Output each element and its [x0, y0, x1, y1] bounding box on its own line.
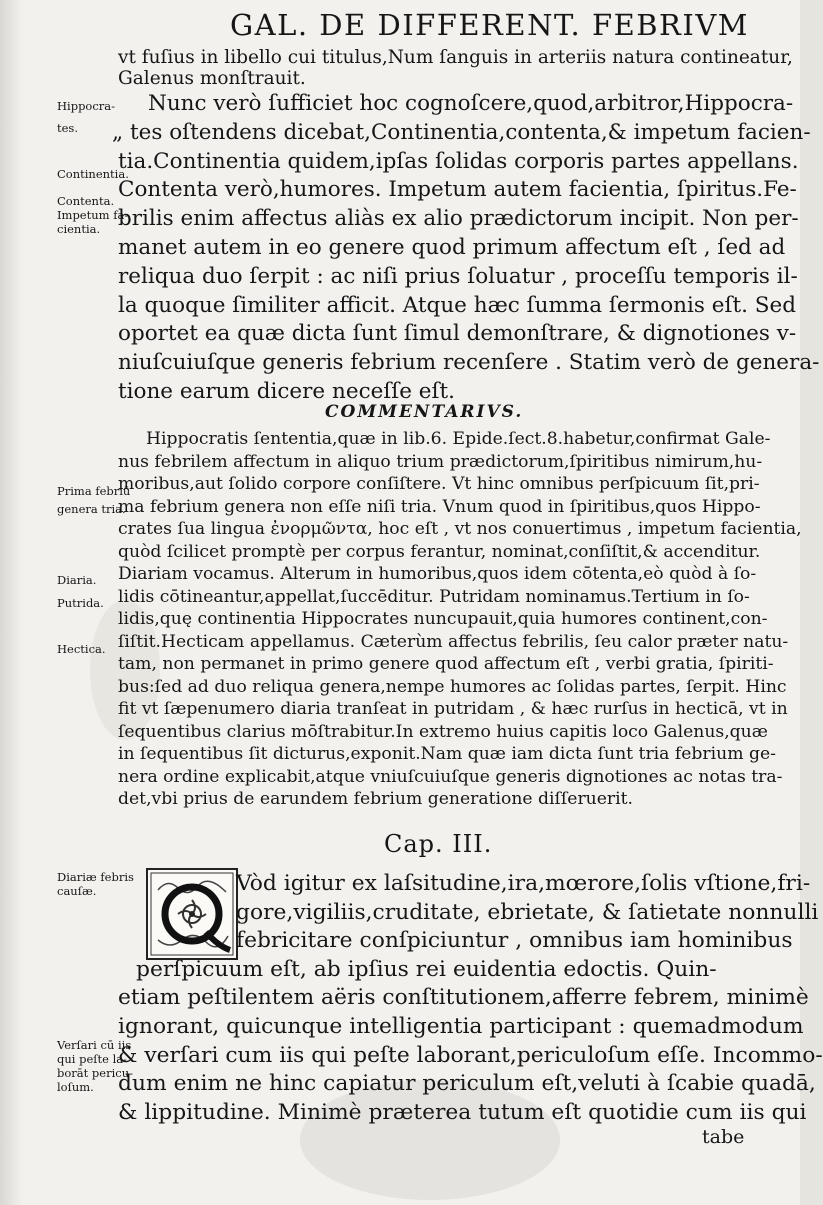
text-line: Hippocratis ſententia,quæ in lib.6. Epide.ſect.8.habetur,confirmat Gale-: [146, 429, 771, 449]
text-line: dum enim ne hinc capiatur periculum eſt,veluti à ſcabie quadā,: [118, 1071, 816, 1097]
running-header: GAL. DE DIFFERENT. FEBRIVM: [230, 8, 749, 42]
text-line: brilis enim affectus aliàs ex alio prædictorum incipit. Non per-: [118, 206, 799, 232]
text-line: ſiſtit.Hecticam appellamus. Cæterùm affectus febrilis, ſeu calor præter natu-: [118, 631, 789, 652]
text-line: & verſari cum iis qui peſte laborant,periculoſum eſſe. Incommo-: [118, 1042, 823, 1068]
margin-note: Impetum fa-: [57, 208, 129, 222]
text-line: manet autem in eo genere quod primum affectum eſt , ſed ad: [118, 234, 786, 260]
text-line: oportet ea quæ dicta ſunt ſimul demonſtrare, & dignotiones v-: [118, 321, 797, 347]
margin-note: Diariæ febris: [57, 870, 134, 884]
margin-note: tes.: [57, 121, 78, 135]
text-line: in ſequentibus ſit dicturus,exponit.Nam quæ iam dicta ſunt tria febrium ge-: [118, 744, 776, 764]
text-line: gore,vigiliis,cruditate, ebrietate, & ſatietate nonnulli: [236, 899, 819, 925]
text-line: moribus,aut ſolido corpore conſiſtere. Vt hinc omnibus perſpicuum ſit,pri-: [118, 474, 760, 494]
main-text: [112, 90, 820, 407]
text-line: vt fuſius in libello cui titulus,Num ſanguis in arteriis natura contineatur,: [118, 47, 793, 68]
chapter-title: Cap. III.: [384, 830, 493, 858]
text-line: etiam peſtilentem aëris conſtitutionem,afferre febrem, minimè: [118, 985, 809, 1011]
margin-note: Verſari cū iis: [57, 1038, 132, 1052]
text-line: niuſcuiuſque generis febrium recenſere . Statim verò de genera-: [118, 350, 820, 376]
text-line: Contenta verò,humores. Impetum autem facientia, ſpiritus.Fe-: [118, 177, 797, 203]
margin-note: Contenta.: [57, 194, 115, 208]
text-line: crates ſua lingua ἐνορμῶντα, hoc eſt , vt nos conuertimus , impetum facientia,: [118, 519, 802, 539]
text-line: la quoque ſimiliter afficit. Atque hæc ſumma ſermonis eſt. Sed: [118, 292, 796, 318]
text-line: ignorant, quicunque intelligentia participant : quemadmodum: [118, 1013, 804, 1039]
margin-note: Continentia.: [57, 167, 129, 181]
text-line: lidis cōtineantur,appellat,ſuccēditur. Putridam nominamus.Tertium in ſo-: [118, 586, 750, 607]
text-line: det,vbi prius de earundem febrium generatione diſſeruerit.: [118, 789, 633, 809]
chapter-text: [118, 870, 823, 1127]
text-line: febricitare conſpiciuntur , omnibus iam hominibus: [236, 928, 793, 954]
margin-note: genera tria.: [57, 502, 126, 516]
margin-note: qui peſte la-: [57, 1052, 128, 1066]
text-line: Vòd igitur ex laſsitudine,ira,mœrore,ſolis vſtione,fri-: [236, 871, 811, 896]
margin-note: Hectica.: [57, 642, 106, 656]
text-line: reliqua duo ſerpit : ac niſi prius ſoluatur , proceſſu temporis il-: [118, 263, 798, 289]
text-line: „ tes oſtendens dicebat,Continentia,contenta,& impetum facien-: [112, 119, 811, 145]
text-line: tia.Continentia quidem,ipſas ſolidas corporis partes appellans.: [118, 148, 799, 174]
margin-note: cauſæ.: [57, 884, 97, 898]
page-shadow-edge: [0, 0, 22, 1205]
text-line: nera ordine explicabit,atque vniuſcuiuſque generis dignotiones ac notas tra-: [118, 766, 783, 787]
margin-note: Hippocra-: [57, 99, 116, 113]
text-line: bus:ſed ad duo reliqua genera,nempe humores ac ſolidas partes, ſerpit. Hinc: [118, 676, 787, 697]
text-line: nus febrilem affectum in aliquo trium prædictorum,ſpiritibus nimirum,hu-: [118, 451, 763, 472]
margin-note: cientia.: [57, 222, 101, 236]
catchword: tabe: [702, 1126, 745, 1148]
text-line: lidis,quę continentia Hippocrates nuncupauit,quia humores continent,con-: [118, 609, 768, 629]
text-line: quòd ſcilicet promptè per corpus ferantur, nominat,conſiſtit,& accenditur.: [118, 541, 761, 562]
margin-note: Diaria.: [57, 573, 97, 587]
text-line: tam, non permanet in primo genere quod affectum eſt , verbi gratia, ſpiriti-: [118, 654, 774, 674]
text-line: ma febrium genera non eſſe niſi tria. Vnum quod in ſpiritibus,quos Hippo-: [118, 496, 761, 517]
margin-note: borāt pericu-: [57, 1066, 133, 1080]
text-line: fit vt ſæpenumero diaria tranſeat in putridam , & hæc rurſus in hecticā, vt in: [118, 699, 788, 719]
margin-note: loſum.: [57, 1080, 94, 1094]
text-line: Nunc verò ſufficiet hoc cognoſcere,quod,arbitror,Hippocra-: [148, 91, 794, 116]
commentary-text: [118, 428, 802, 811]
text-line: Diariam vocamus. Alterum in humoribus,quos idem cōtenta,eò quòd à ſo-: [118, 564, 757, 584]
text-line: Galenus monſtrauit.: [118, 68, 306, 89]
text-line: perſpicuum eſt, ab ipſius rei euidentia edoctis. Quin-: [136, 956, 717, 982]
text-line: tione earum dicere neceſſe eſt.: [118, 378, 455, 404]
margin-note: Prima febriū: [57, 484, 131, 498]
text-line: & lippitudine. Minimè præterea tutum eſt quotidie cum iis qui: [118, 1099, 807, 1125]
intro-text: [118, 47, 793, 89]
margin-note: Putrida.: [57, 596, 104, 610]
commentary-heading: COMMENTARIVS.: [325, 402, 524, 422]
text-line: ſequentibus clarius mōſtrabitur.In extremo huius capitis loco Galenus,quæ: [118, 721, 768, 742]
